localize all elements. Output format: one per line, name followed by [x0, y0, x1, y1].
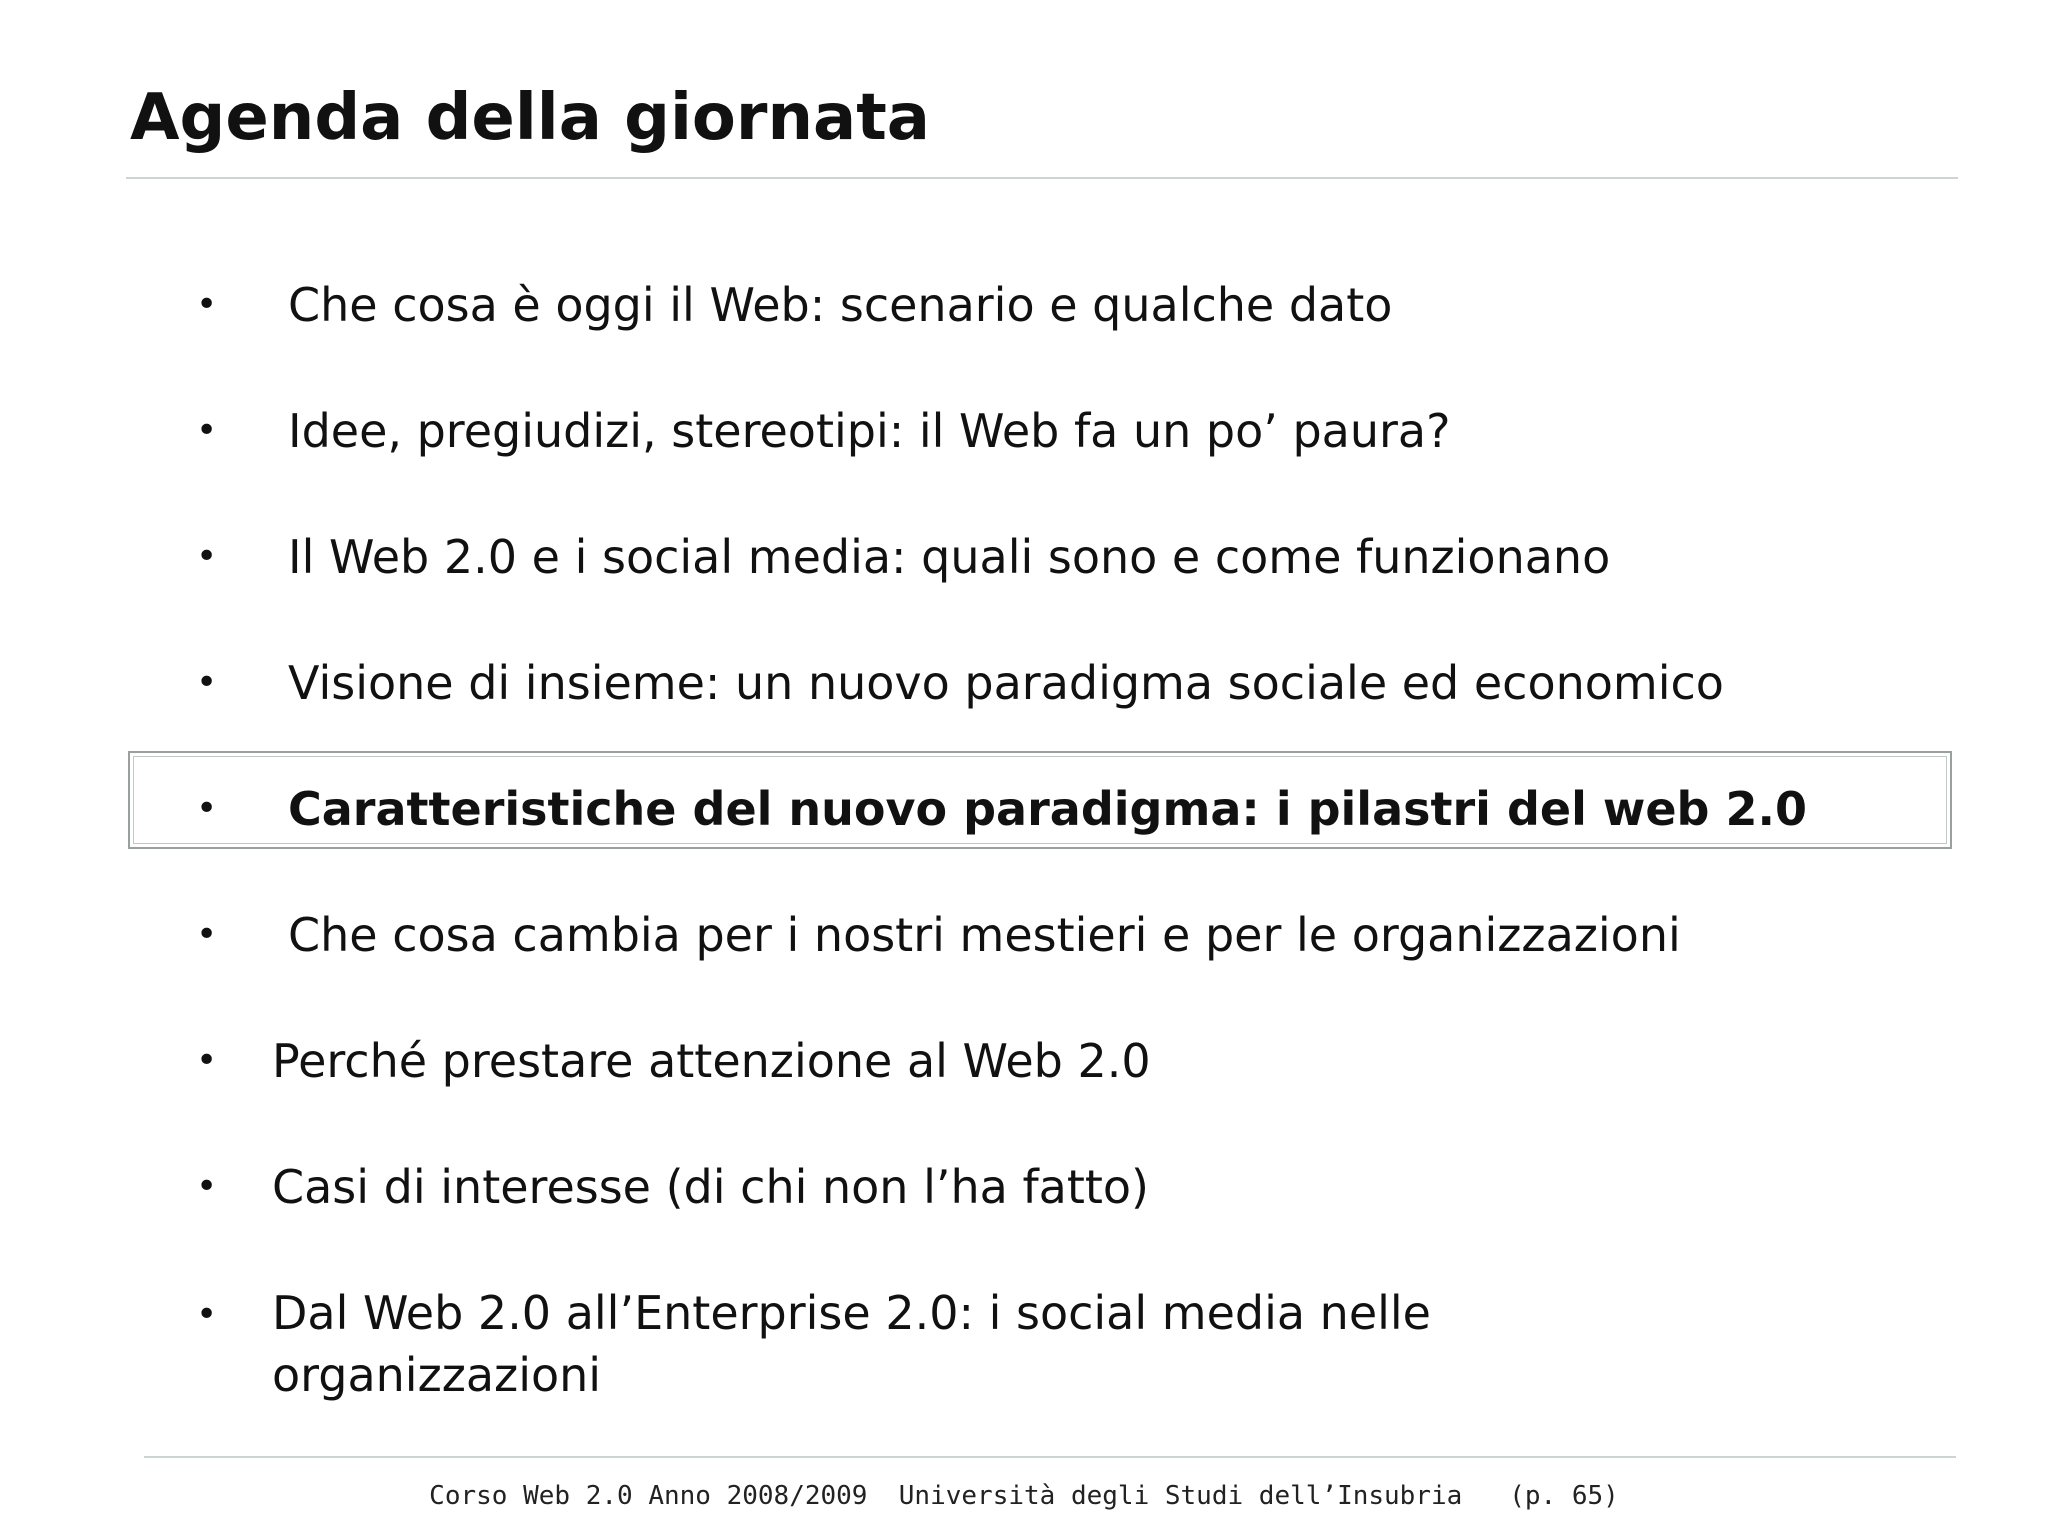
- agenda-item: [0, 1028, 2048, 1094]
- agenda-item: [0, 902, 2048, 968]
- bullet-icon: •: [196, 1040, 218, 1081]
- bullet-icon: •: [196, 410, 218, 451]
- agenda-item: [0, 398, 2048, 464]
- bullet-icon: •: [196, 662, 218, 703]
- agenda-item: [0, 272, 2048, 338]
- bullet-icon: •: [196, 536, 218, 577]
- slide-footer: Corso Web 2.0 Anno 2008/2009 Università degli Studi dell’Insubria (p. 65): [429, 1481, 1619, 1511]
- bullet-icon: •: [196, 788, 218, 829]
- agenda-item-text: Visione di insieme: un nuovo paradigma sociale ed economico: [288, 656, 1724, 710]
- agenda-item-text: Che cosa cambia per i nostri mestieri e per le organizzazioni: [288, 908, 1681, 962]
- agenda-item-text: Che cosa è oggi il Web: scenario e qualche dato: [288, 278, 1393, 332]
- agenda-item: [0, 1282, 2048, 1412]
- bullet-icon: •: [196, 1294, 218, 1335]
- agenda-item-text: Caratteristiche del nuovo paradigma: i pilastri del web 2.0: [288, 782, 1807, 836]
- footer-divider: [144, 1456, 1956, 1458]
- agenda-item: [0, 524, 2048, 590]
- agenda-item-text: Il Web 2.0 e i social media: quali sono e come funzionano: [288, 530, 1611, 584]
- agenda-item-text: Perché prestare attenzione al Web 2.0: [272, 1034, 1151, 1088]
- agenda-item: [0, 650, 2048, 716]
- title-divider: [126, 177, 1958, 179]
- agenda-item-text: Dal Web 2.0 all’Enterprise 2.0: i social media nelle organizzazioni: [272, 1286, 1431, 1402]
- bullet-icon: •: [196, 1166, 218, 1207]
- agenda-item-text: Idee, pregiudizi, stereotipi: il Web fa un po’ paura?: [288, 404, 1451, 458]
- agenda-item: [0, 1154, 2048, 1220]
- agenda-item-text: Casi di interesse (di chi non l’ha fatto): [272, 1160, 1149, 1214]
- agenda-item-current: [0, 776, 2048, 842]
- bullet-icon: •: [196, 914, 218, 955]
- slide-title: Agenda della giornata: [130, 81, 930, 155]
- bullet-icon: •: [196, 284, 218, 325]
